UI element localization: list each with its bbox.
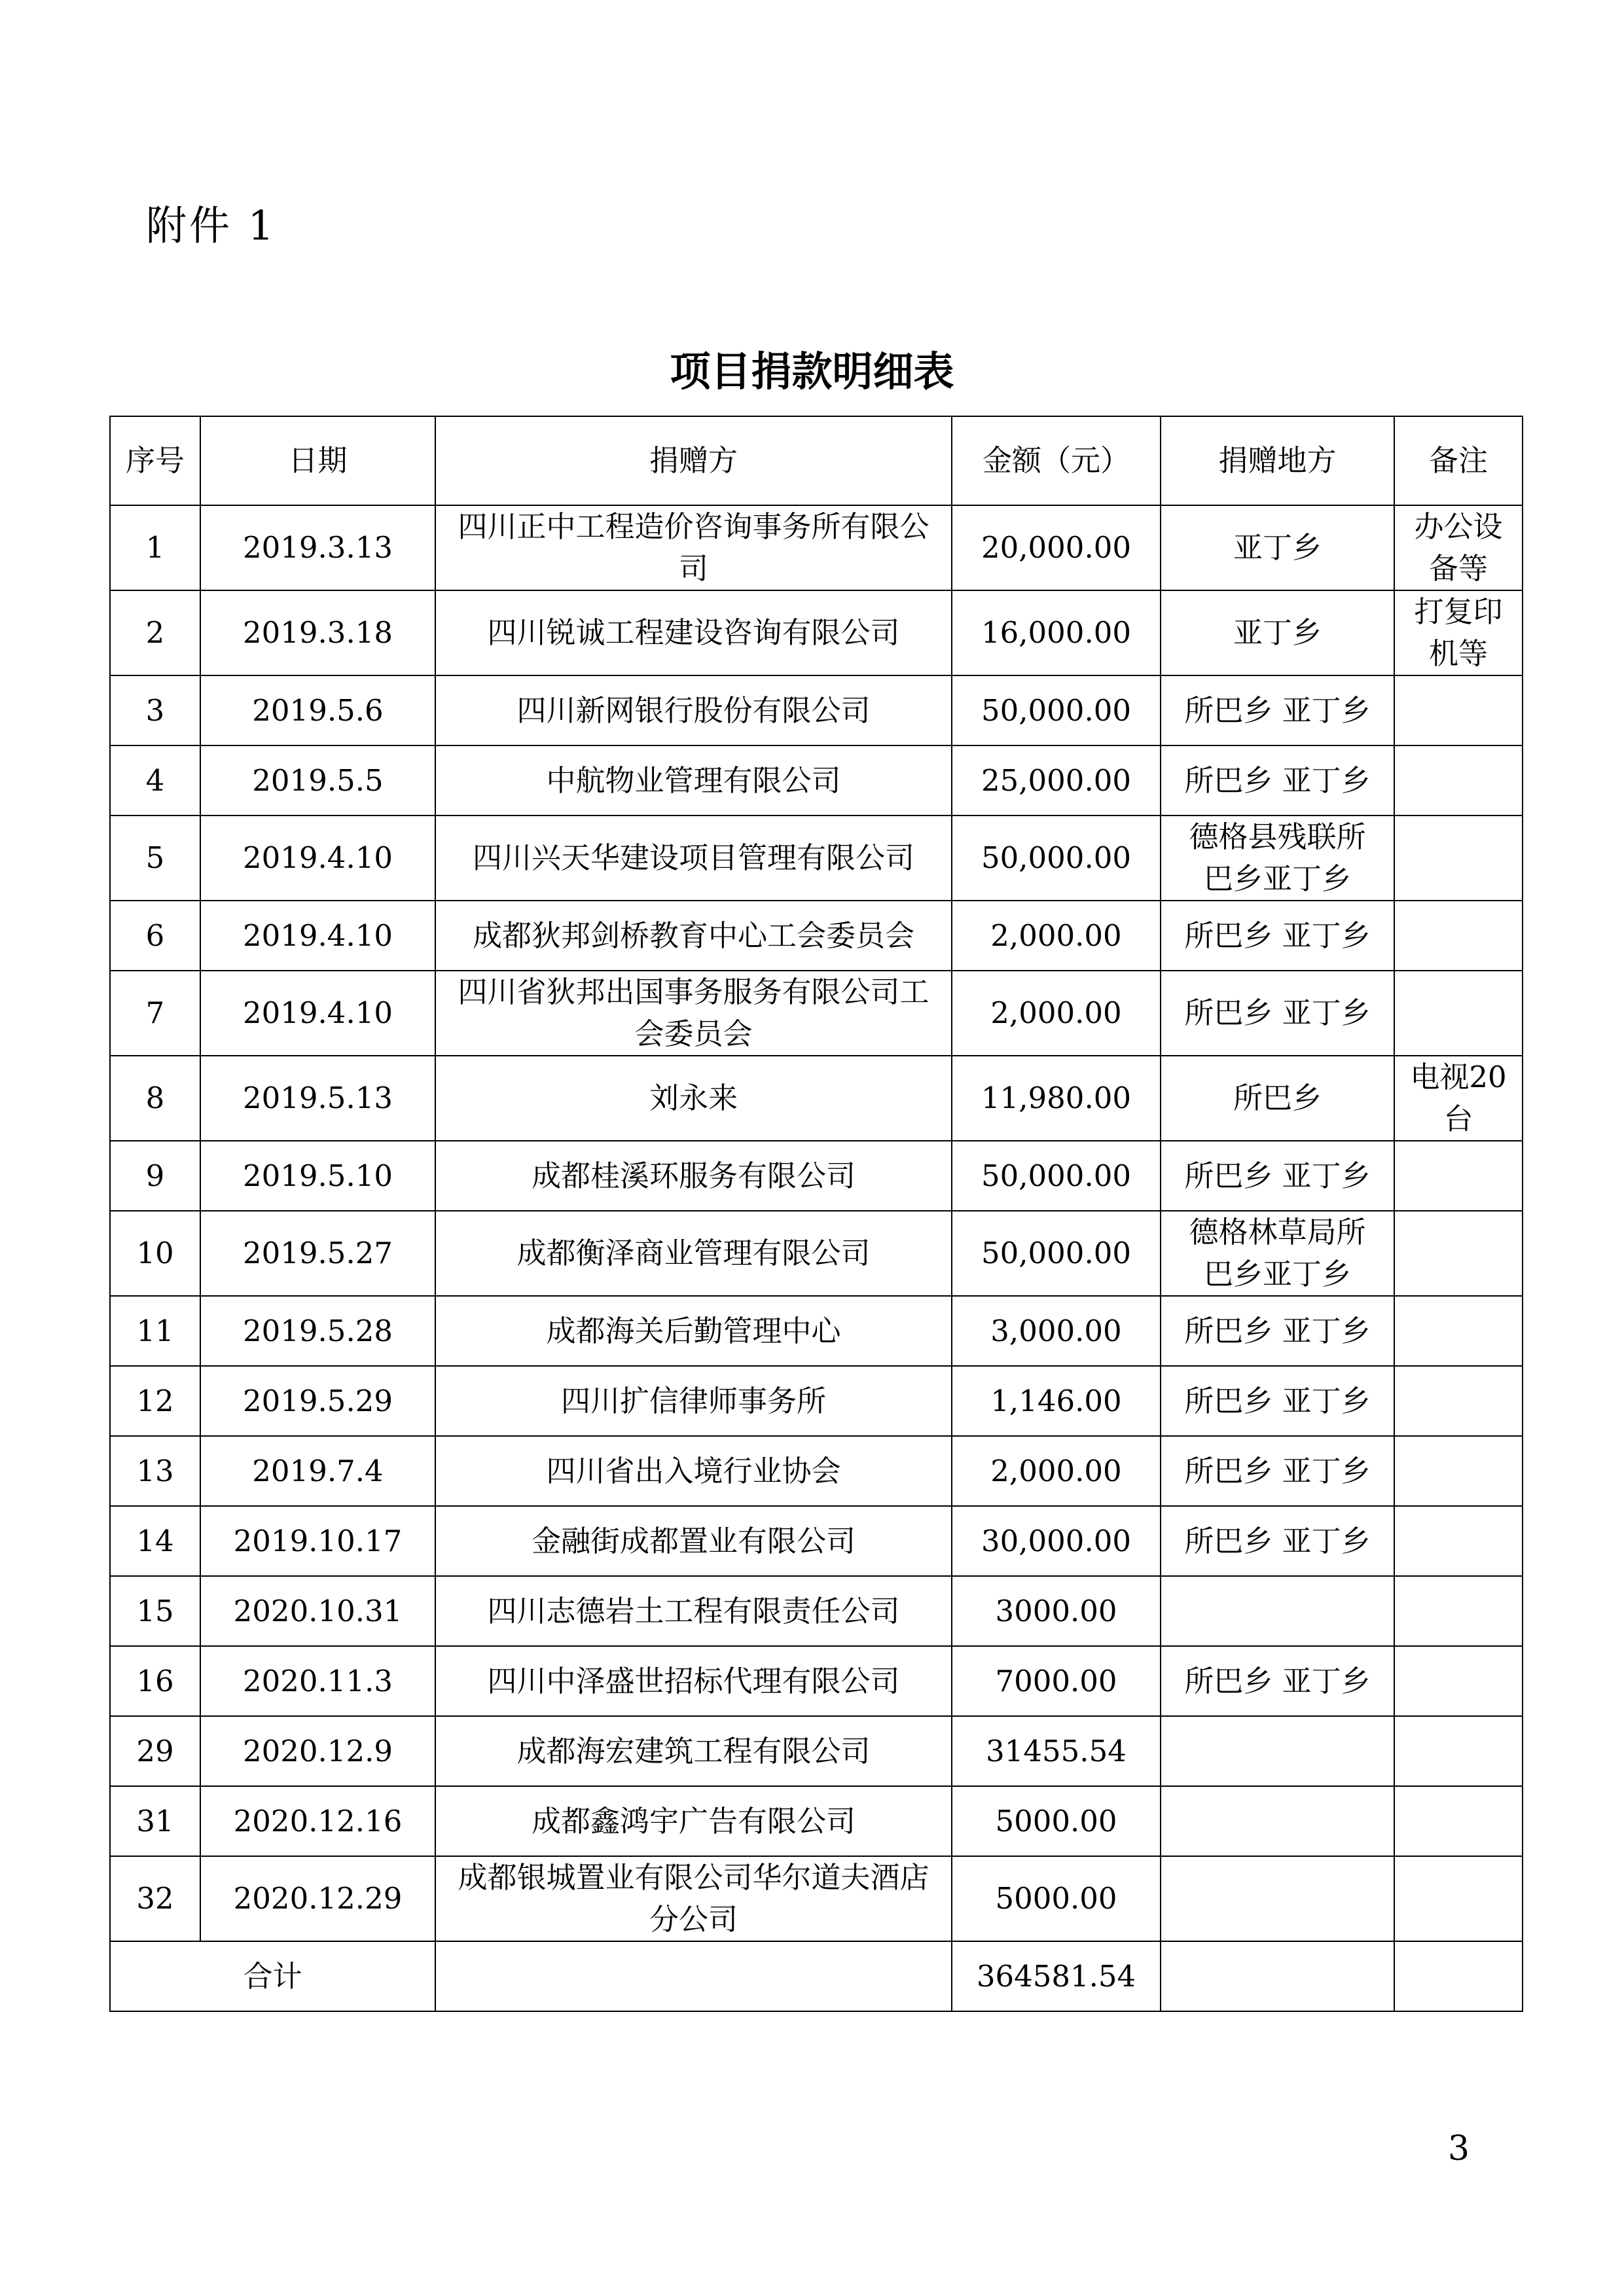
cell-place <box>1161 1296 1394 1366</box>
cell-no <box>110 1506 200 1576</box>
cell-donor-text: 成都狄邦剑桥教育中心工会委员会 <box>472 918 914 953</box>
cell-donor-text: 金融街成都置业有限公司 <box>531 1523 856 1558</box>
cell-amount <box>952 1141 1161 1211</box>
cell-donor-text: 四川扩信律师事务所 <box>560 1383 826 1418</box>
cell-no-text: 15 <box>136 1593 174 1628</box>
cell-amount <box>952 1786 1161 1856</box>
cell-no <box>110 1296 200 1366</box>
cell-place <box>1161 816 1394 901</box>
cell-no-text: 10 <box>136 1236 174 1270</box>
cell-donor <box>435 1056 952 1141</box>
total-amount: 364581.54 <box>952 1941 1161 2011</box>
cell-no-text: 31 <box>136 1803 174 1839</box>
cell-donor <box>435 675 952 745</box>
cell-place <box>1161 1646 1394 1716</box>
table-row <box>110 505 1523 590</box>
cell-date <box>200 1786 435 1856</box>
cell-no <box>110 1056 200 1141</box>
cell-donor <box>435 1856 952 1941</box>
cell-amount-text: 16,000.00 <box>981 615 1132 650</box>
cell-place <box>1161 590 1394 675</box>
cell-donor-text: 成都海关后勤管理中心 <box>546 1313 841 1348</box>
cell-no-text: 16 <box>136 1663 174 1698</box>
cell-donor <box>435 590 952 675</box>
cell-no-text: 29 <box>136 1733 174 1768</box>
cell-date <box>200 1296 435 1366</box>
cell-no-text: 14 <box>136 1523 174 1558</box>
cell-amount-text: 20,000.00 <box>981 530 1132 565</box>
cell-place <box>1161 745 1394 816</box>
table-body <box>110 505 1523 1941</box>
cell-date <box>200 1856 435 1941</box>
cell-amount <box>952 1436 1161 1506</box>
header-row <box>110 416 1523 505</box>
cell-date-text: 2019.5.29 <box>242 1383 393 1418</box>
attachment-label: 附件 1 <box>146 202 277 249</box>
cell-amount <box>952 1366 1161 1436</box>
cell-amount <box>952 745 1161 816</box>
cell-note <box>1394 1436 1523 1506</box>
table-row <box>110 1786 1523 1856</box>
cell-date <box>200 971 435 1056</box>
cell-place-text: 亚丁乡 <box>1233 530 1322 565</box>
cell-date <box>200 1366 435 1436</box>
cell-donor-text: 成都银城置业有限公司华尔道夫酒店分公司 <box>458 1860 929 1937</box>
table-row <box>110 590 1523 675</box>
cell-note <box>1394 1576 1523 1646</box>
cell-donor-text: 中航物业管理有限公司 <box>546 762 841 798</box>
cell-date-text: 2019.5.10 <box>242 1158 393 1193</box>
cell-place-text: 所巴乡 亚丁乡 <box>1184 762 1371 798</box>
cell-date <box>200 1506 435 1576</box>
column-header-date: 日期 <box>200 416 435 505</box>
cell-place-text: 所巴乡 亚丁乡 <box>1184 1523 1371 1558</box>
cell-place <box>1161 1506 1394 1576</box>
cell-place-text: 所巴乡 亚丁乡 <box>1184 1663 1371 1698</box>
cell-amount-text: 25,000.00 <box>981 762 1132 798</box>
cell-donor <box>435 1716 952 1786</box>
cell-donor-text: 四川锐诚工程建设咨询有限公司 <box>487 615 900 650</box>
cell-amount <box>952 971 1161 1056</box>
cell-no <box>110 1436 200 1506</box>
cell-donor <box>435 901 952 971</box>
table-row <box>110 1716 1523 1786</box>
cell-note <box>1394 816 1523 901</box>
cell-amount-text: 3,000.00 <box>990 1313 1122 1348</box>
cell-amount-text: 5000.00 <box>995 1881 1117 1916</box>
cell-date-text: 2020.10.31 <box>233 1593 403 1628</box>
cell-date-text: 2019.5.5 <box>252 762 384 798</box>
table-row <box>110 901 1523 971</box>
cell-amount-text: 50,000.00 <box>981 1236 1132 1270</box>
column-header-amount: 金额（元） <box>952 416 1161 505</box>
cell-no <box>110 1786 200 1856</box>
cell-amount-text: 2,000.00 <box>990 918 1122 953</box>
cell-note <box>1394 1856 1523 1941</box>
cell-amount-text: 1,146.00 <box>990 1383 1122 1418</box>
document-title: 项目捐款明细表 <box>670 348 954 395</box>
cell-amount-text: 50,000.00 <box>981 692 1132 728</box>
cell-donor-text: 四川中泽盛世招标代理有限公司 <box>487 1663 900 1698</box>
cell-place <box>1161 1141 1394 1211</box>
cell-donor <box>435 505 952 590</box>
cell-date <box>200 1646 435 1716</box>
cell-amount-text: 2,000.00 <box>990 996 1122 1030</box>
cell-donor <box>435 1646 952 1716</box>
cell-place <box>1161 971 1394 1056</box>
total-note-empty <box>1394 1941 1523 2011</box>
cell-place <box>1161 901 1394 971</box>
cell-donor <box>435 1786 952 1856</box>
cell-no <box>110 675 200 745</box>
cell-no-text: 3 <box>145 692 165 728</box>
cell-note <box>1394 1786 1523 1856</box>
cell-date <box>200 1056 435 1141</box>
cell-note <box>1394 1296 1523 1366</box>
cell-date <box>200 505 435 590</box>
cell-place <box>1161 1856 1394 1941</box>
cell-donor <box>435 1576 952 1646</box>
cell-place-text: 所巴乡 亚丁乡 <box>1184 1313 1371 1348</box>
cell-note <box>1394 505 1523 590</box>
cell-no-text: 7 <box>145 996 165 1030</box>
donation-detail-table <box>109 416 1523 2012</box>
cell-date-text: 2019.10.17 <box>233 1523 403 1558</box>
cell-date-text: 2019.3.13 <box>242 530 393 565</box>
cell-no-text: 32 <box>136 1881 174 1916</box>
total-place-empty <box>1161 1941 1394 2011</box>
cell-donor <box>435 1141 952 1211</box>
cell-donor-text: 成都鑫鸿宇广告有限公司 <box>531 1803 856 1839</box>
cell-place <box>1161 1786 1394 1856</box>
cell-no-text: 8 <box>145 1081 165 1115</box>
cell-amount <box>952 675 1161 745</box>
cell-date <box>200 901 435 971</box>
cell-place-text: 亚丁乡 <box>1233 615 1322 650</box>
table-row <box>110 1436 1523 1506</box>
cell-place <box>1161 675 1394 745</box>
cell-amount-text: 7000.00 <box>995 1663 1117 1698</box>
cell-amount <box>952 505 1161 590</box>
cell-no <box>110 1716 200 1786</box>
cell-date <box>200 675 435 745</box>
cell-no <box>110 1141 200 1211</box>
table-row <box>110 1296 1523 1366</box>
cell-place-text: 所巴乡 亚丁乡 <box>1184 918 1371 953</box>
cell-note <box>1394 1506 1523 1576</box>
cell-no-text: 1 <box>145 530 165 565</box>
cell-date <box>200 590 435 675</box>
cell-note <box>1394 1366 1523 1436</box>
cell-no <box>110 1646 200 1716</box>
cell-date <box>200 1716 435 1786</box>
column-header-place: 捐赠地方 <box>1161 416 1394 505</box>
table-total <box>110 1941 1523 2011</box>
cell-donor <box>435 1211 952 1296</box>
cell-no <box>110 1211 200 1296</box>
cell-donor-text: 成都桂溪环服务有限公司 <box>531 1158 856 1193</box>
cell-date <box>200 745 435 816</box>
cell-note <box>1394 745 1523 816</box>
table-row <box>110 1856 1523 1941</box>
table-row <box>110 1211 1523 1296</box>
cell-date <box>200 816 435 901</box>
cell-date-text: 2019.3.18 <box>242 615 393 650</box>
cell-donor <box>435 1436 952 1506</box>
cell-no-text: 6 <box>145 918 165 953</box>
cell-amount <box>952 1296 1161 1366</box>
cell-place <box>1161 1366 1394 1436</box>
cell-date-text: 2020.12.29 <box>233 1881 403 1916</box>
cell-place-text: 所巴乡 亚丁乡 <box>1184 1158 1371 1193</box>
cell-no-text: 12 <box>136 1383 174 1418</box>
cell-no-text: 9 <box>145 1158 165 1193</box>
table-row <box>110 971 1523 1056</box>
cell-donor <box>435 1366 952 1436</box>
cell-amount <box>952 901 1161 971</box>
cell-donor-text: 四川省出入境行业协会 <box>546 1453 841 1488</box>
cell-donor-text: 四川省狄邦出国事务服务有限公司工会委员会 <box>458 975 929 1051</box>
cell-note <box>1394 675 1523 745</box>
cell-place <box>1161 505 1394 590</box>
cell-place-text: 所巴乡 亚丁乡 <box>1184 692 1371 728</box>
table-row <box>110 1141 1523 1211</box>
cell-donor <box>435 745 952 816</box>
cell-amount-text: 2,000.00 <box>990 1453 1122 1488</box>
cell-amount-text: 3000.00 <box>995 1593 1117 1628</box>
cell-place-text: 德格县残联所巴乡亚丁乡 <box>1189 819 1366 896</box>
cell-no <box>110 745 200 816</box>
cell-place <box>1161 1436 1394 1506</box>
cell-amount-text: 31455.54 <box>986 1733 1127 1768</box>
cell-no <box>110 505 200 590</box>
cell-donor-text: 四川正中工程造价咨询事务所有限公司 <box>458 509 929 586</box>
cell-no <box>110 901 200 971</box>
total-donor-empty <box>435 1941 952 2011</box>
cell-amount <box>952 1856 1161 1941</box>
total-label: 合计 <box>110 1941 435 2011</box>
cell-amount-text: 5000.00 <box>995 1803 1117 1839</box>
cell-date-text: 2019.4.10 <box>242 840 393 875</box>
cell-date <box>200 1576 435 1646</box>
cell-donor-text: 四川新网银行股份有限公司 <box>516 692 871 728</box>
cell-place-text: 德格林草局所巴乡亚丁乡 <box>1189 1215 1366 1291</box>
cell-amount-text: 11,980.00 <box>981 1081 1132 1115</box>
table-row <box>110 816 1523 901</box>
cell-donor-text: 刘永来 <box>649 1081 738 1115</box>
cell-note <box>1394 590 1523 675</box>
cell-note <box>1394 971 1523 1056</box>
cell-note-text: 打复印机等 <box>1414 594 1503 671</box>
table-row <box>110 675 1523 745</box>
cell-note <box>1394 1716 1523 1786</box>
cell-no <box>110 590 200 675</box>
page-number: 3 <box>1448 2129 1470 2168</box>
table-row <box>110 1056 1523 1141</box>
table-row <box>110 1576 1523 1646</box>
cell-date-text: 2019.5.28 <box>242 1313 393 1348</box>
table-header <box>110 416 1523 505</box>
cell-amount-text: 30,000.00 <box>981 1523 1132 1558</box>
cell-donor-text: 成都海宏建筑工程有限公司 <box>516 1733 871 1768</box>
cell-place <box>1161 1211 1394 1296</box>
cell-note-text: 办公设备等 <box>1414 509 1503 586</box>
cell-donor-text: 四川兴天华建设项目管理有限公司 <box>472 840 914 875</box>
table-row <box>110 1366 1523 1436</box>
cell-place-text: 所巴乡 <box>1233 1081 1322 1115</box>
cell-date-text: 2019.5.6 <box>252 692 384 728</box>
cell-date-text: 2019.7.4 <box>252 1453 384 1488</box>
column-header-note: 备注 <box>1394 416 1523 505</box>
cell-date-text: 2020.12.16 <box>233 1803 403 1839</box>
cell-no-text: 13 <box>136 1453 174 1488</box>
cell-amount <box>952 1506 1161 1576</box>
cell-date-text: 2020.12.9 <box>242 1733 393 1768</box>
cell-place-text: 所巴乡 亚丁乡 <box>1184 996 1371 1030</box>
cell-amount <box>952 816 1161 901</box>
cell-note <box>1394 1056 1523 1141</box>
column-header-no: 序号 <box>110 416 200 505</box>
cell-date <box>200 1211 435 1296</box>
cell-date-text: 2019.4.10 <box>242 918 393 953</box>
cell-place-text: 所巴乡 亚丁乡 <box>1184 1383 1371 1418</box>
cell-donor <box>435 816 952 901</box>
cell-amount <box>952 1716 1161 1786</box>
cell-amount <box>952 1211 1161 1296</box>
cell-no <box>110 1576 200 1646</box>
cell-donor <box>435 1296 952 1366</box>
cell-no <box>110 1366 200 1436</box>
cell-no-text: 4 <box>145 762 165 798</box>
cell-date-text: 2019.5.13 <box>242 1081 393 1115</box>
table-row <box>110 1506 1523 1576</box>
cell-place <box>1161 1576 1394 1646</box>
cell-note <box>1394 901 1523 971</box>
cell-no <box>110 1856 200 1941</box>
cell-amount-text: 50,000.00 <box>981 840 1132 875</box>
cell-date <box>200 1141 435 1211</box>
cell-amount <box>952 590 1161 675</box>
cell-date-text: 2019.4.10 <box>242 996 393 1030</box>
cell-place <box>1161 1056 1394 1141</box>
cell-no <box>110 816 200 901</box>
cell-place-text: 所巴乡 亚丁乡 <box>1184 1453 1371 1488</box>
cell-no-text: 2 <box>145 615 165 650</box>
cell-place <box>1161 1716 1394 1786</box>
cell-no-text: 11 <box>136 1313 174 1348</box>
cell-amount <box>952 1576 1161 1646</box>
total-row <box>110 1941 1523 2011</box>
cell-amount-text: 50,000.00 <box>981 1158 1132 1193</box>
cell-note <box>1394 1141 1523 1211</box>
table-row <box>110 745 1523 816</box>
cell-amount <box>952 1646 1161 1716</box>
cell-note-text: 电视20台 <box>1410 1060 1507 1136</box>
cell-no-text: 5 <box>145 840 165 875</box>
cell-amount <box>952 1056 1161 1141</box>
cell-date <box>200 1436 435 1506</box>
column-header-donor: 捐赠方 <box>435 416 952 505</box>
cell-note <box>1394 1646 1523 1716</box>
cell-date-text: 2020.11.3 <box>242 1663 393 1698</box>
table-row <box>110 1646 1523 1716</box>
cell-donor-text: 四川志德岩土工程有限责任公司 <box>487 1593 900 1628</box>
cell-no <box>110 971 200 1056</box>
cell-note <box>1394 1211 1523 1296</box>
cell-donor-text: 成都衡泽商业管理有限公司 <box>516 1236 871 1270</box>
cell-donor <box>435 1506 952 1576</box>
cell-donor <box>435 971 952 1056</box>
cell-date-text: 2019.5.27 <box>242 1236 393 1270</box>
